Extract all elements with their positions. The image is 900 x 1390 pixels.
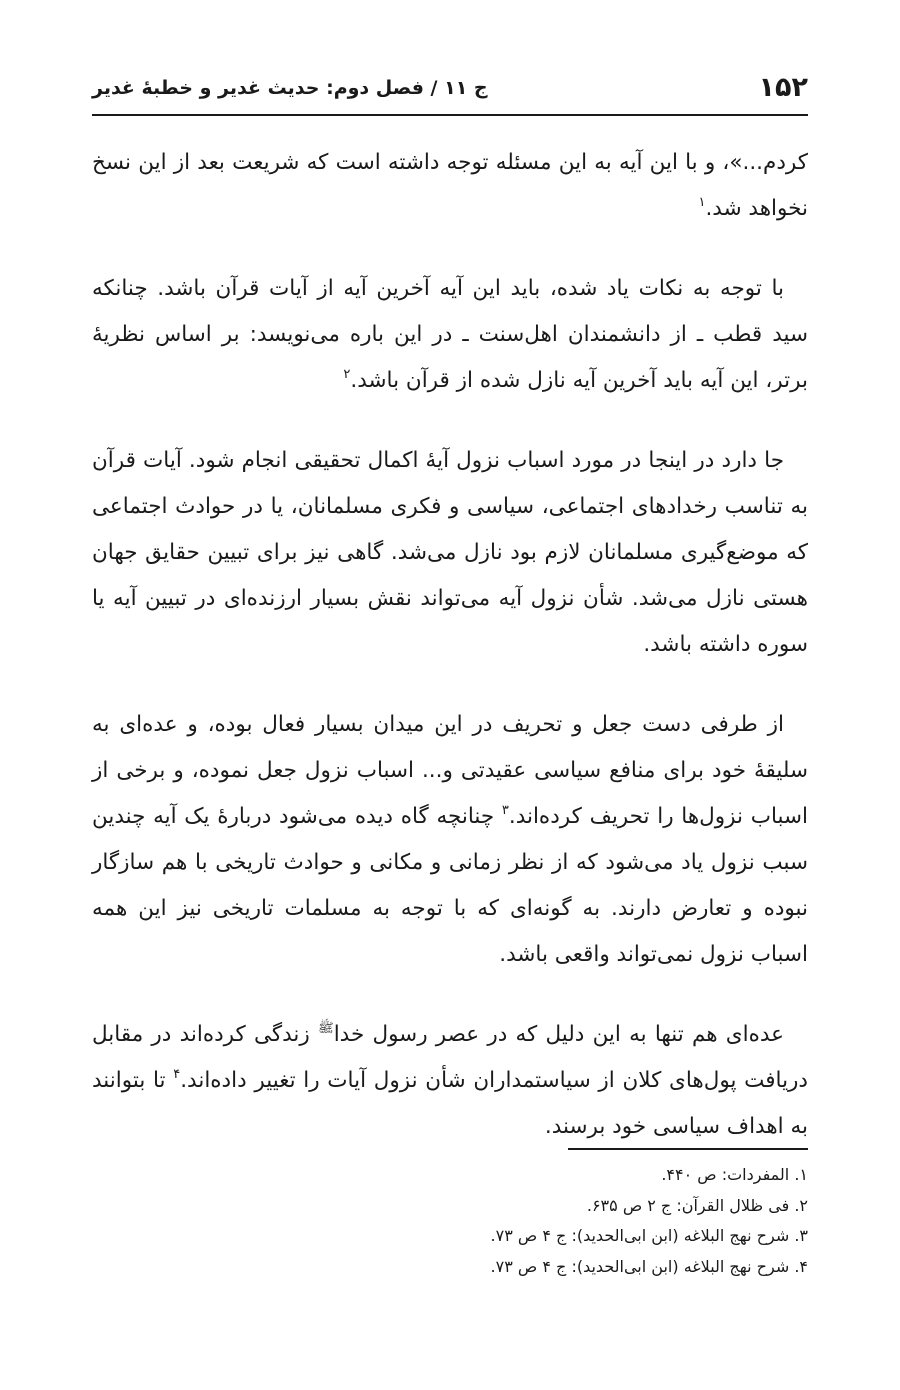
footnote-marker-3: ۳ [501, 803, 509, 818]
paragraph-3 [92, 438, 808, 668]
paragraph-text: عده‌ای هم تنها به این دلیل که در عصر رسول خدا [333, 1022, 784, 1047]
paragraph-5 [92, 1012, 808, 1150]
paragraph-text: کردم...»، و با این آیه به این مسئله توجه داشته است که شریعت بعد از این نسخ نخواهد شد. [92, 150, 808, 221]
paragraph-4 [92, 702, 808, 978]
footnote-marker-4: ۴ [173, 1067, 181, 1082]
footnote-3: ۳. شرح نهج البلاغه (ابن ابی‌الحدید): ج ۴ ص ۷۳. [490, 1226, 808, 1245]
honorific-glyph: ﷺ [317, 1021, 334, 1036]
footnote-marker-2: ۲ [343, 367, 351, 382]
page-header [92, 70, 808, 116]
paragraph-text: با توجه به نکات یاد شده، باید این آیه آخرین آیه از آیات قرآن باشد. چنانکه سید قطب ـ از دانشمندان اهل‌سنت ـ در این باره می‌نویسد: بر اساس نظریهٔ برتر، این آیه باید آخرین آیه نازل شده از قرآن باشد. [92, 276, 808, 393]
paragraph-text: تا بتوانند به اهداف سیاسی خود برسند. [92, 1068, 808, 1139]
footnote-separator [568, 1148, 808, 1150]
footnote-marker-1: ۱ [698, 195, 706, 210]
paragraph-2 [92, 266, 808, 404]
paragraph-1 [92, 140, 808, 232]
footnote-2: ۲. فی ظلال القرآن: ج ۲ ص ۶۳۵. [586, 1195, 808, 1215]
paragraph-text: جا دارد در اینجا در مورد اسباب نزول آیهٔ اکمال تحقیقی انجام شود. آیات قرآن به تناسب رخدادهای اجتماعی، سیاسی و فکری مسلمانان، یا در حوادث اجتماعی که موضع‌گیری مسلمانان لازم بود نازل می‌شد. گاهی نیز برای تبیین حقایق جهان هستی نازل می‌شد. شأن نزول آیه می‌تواند نقش بسیار ارزنده‌ای در تبیین آیه یا سوره داشته باشد. [92, 448, 808, 657]
body-text [92, 140, 808, 1184]
footnote-1: ۱. المفردات: ص ۴۴۰. [661, 1165, 808, 1184]
footnote-4: ۴. شرح نهج البلاغه (ابن ابی‌الحدید): ج ۴ ص ۷۳. [490, 1256, 808, 1276]
paragraph-text: چنانچه گاه دیده می‌شود دربارهٔ یک آیه چندین سبب نزول یاد می‌شود که از نظر زمانی و مکانی و حوادث تاریخی با هم سازگار نبوده و تعارض دارند. به گونه‌ای که با توجه به مسلمات تاریخی نیز این همه اسباب نزول نمی‌تواند واقعی باشد. [92, 804, 808, 967]
running-title: ج ۱۱ / فصل دوم: حدیث غدیر و خطبهٔ غدیر [92, 77, 488, 99]
footnotes-list [92, 1160, 808, 1282]
page-number: ۱۵۲ [758, 72, 808, 103]
paragraph-text: از طرفی دست جعل و تحریف در این میدان بسیار فعال بوده، و عده‌ای به سلیقهٔ خود برای منافع سیاسی عقیدتی و... اسباب نزول جعل نموده، و برخی از اسباب نزول‌ها را تحریف کرده‌اند. [92, 712, 808, 829]
paragraph-text: زندگی کرده‌اند در مقابل دریافت پول‌های کلان از سیاستمداران شأن نزول آیات را تغییر داده‌اند. [92, 1022, 809, 1093]
